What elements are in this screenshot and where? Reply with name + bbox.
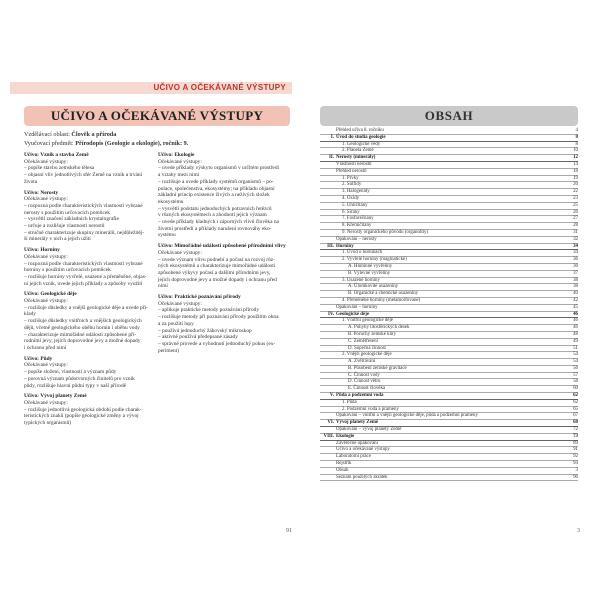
toc-entry xyxy=(320,230,578,237)
curriculum-section xyxy=(158,152,286,239)
toc-entry-page: 46 xyxy=(573,311,578,317)
toc-entry xyxy=(320,128,578,135)
section-line: – rozlišuje důsledky vnitřních a vnějších geologických xyxy=(24,318,142,325)
toc-entry xyxy=(320,346,578,353)
toc-entry xyxy=(320,332,578,339)
toc-entry xyxy=(320,169,578,176)
section-line: – rozlišuje horniny vyvřelé, usazené a přeměněné, objas- xyxy=(24,273,147,280)
toc-entry xyxy=(320,468,578,475)
section-line: – určuje a rozlišuje vlastnosti nerostů xyxy=(24,223,105,230)
toc-entry-page: 31 xyxy=(573,229,578,235)
toc-title: OBSAH xyxy=(424,108,474,123)
section-line: – používá jednoduchý žákovský mikroskop xyxy=(158,327,252,334)
toc-entry-page: 32 xyxy=(573,236,578,242)
toc-entry xyxy=(320,196,578,203)
curriculum-section xyxy=(24,393,152,427)
section-line: klady xyxy=(24,311,36,318)
toc-entry xyxy=(320,400,578,407)
section-line: Očekávané výstupy: xyxy=(24,158,68,165)
toc-entry xyxy=(320,237,578,244)
toc-entry xyxy=(320,318,578,325)
toc-entry-number: VIII. xyxy=(323,433,334,439)
area-value: Člověk a příroda xyxy=(71,131,117,138)
table-of-contents xyxy=(320,128,578,481)
toc-entry-page: 89 xyxy=(573,440,578,446)
toc-entry-page: 72 xyxy=(573,427,578,433)
toc-entry-page: 46 xyxy=(573,318,578,324)
toc-entry xyxy=(320,155,578,162)
curriculum-section xyxy=(158,243,286,290)
toc-entry-title: Opakování – nerosty xyxy=(336,236,377,242)
section-line: – uvede význam vlivu podnebí a počasí na rozvoj růz- xyxy=(158,256,275,263)
toc-entry-page: 28 xyxy=(573,223,578,229)
toc-entry-title: B. Poruchy zemské kůry xyxy=(348,331,397,337)
toc-entry xyxy=(320,339,578,346)
section-line: a vztahy mezi nimi xyxy=(158,172,200,179)
toc-entry-page: 67 xyxy=(573,413,578,419)
toc-entry-page: 36 xyxy=(573,257,578,263)
toc-entry-page: 4 xyxy=(575,128,578,133)
toc-entry-page: 96 xyxy=(573,474,578,480)
toc-entry-title: 3. Halogenidy xyxy=(342,189,370,195)
section-line: – popíše složení, vlastnosti a význam půdy xyxy=(24,369,117,376)
toc-entry xyxy=(320,257,578,264)
toc-entry-page: 8 xyxy=(575,134,578,140)
title-banner xyxy=(24,106,290,126)
toc-entry-title: B. Působení zemské gravitace xyxy=(348,365,407,371)
toc-entry-page: 10 xyxy=(573,148,578,154)
toc-entry-title: 1. Půda xyxy=(342,399,357,405)
toc-entry-title: 1. Geologické vědy xyxy=(342,141,381,147)
section-line: nerosty s použitím určovacích pomůcek xyxy=(24,209,110,216)
toc-entry-title: A. Úlomkovité usazeniny xyxy=(348,284,399,290)
toc-entry-title: Obsah xyxy=(336,467,349,473)
toc-entry-page: 58 xyxy=(573,379,578,385)
toc-entry-page: 36 xyxy=(573,263,578,269)
toc-entry-title: Opakování – vývoj planety Země xyxy=(336,427,402,433)
section-line: životní prostředí a příklady narušení rovnováhy eko- xyxy=(158,225,272,232)
toc-entry-number: III. xyxy=(327,243,334,249)
toc-entry xyxy=(320,352,578,359)
toc-entry-title: A. Hlubinné vyvřeliny xyxy=(348,263,393,269)
section-title: Učivo: Půdy xyxy=(24,355,53,362)
section-line: – vysvětlí podstatu jednoduchých potravních řetězců xyxy=(158,205,272,212)
toc-entry-title: 2. Vnější geologické děje xyxy=(342,352,392,358)
toc-entry-title: Geologické děje xyxy=(336,311,370,317)
toc-entry-title: Úvod do studia geologie xyxy=(336,134,386,140)
toc-entry-title: D. Činnost větru xyxy=(348,379,381,385)
toc-entry-title: 5. Uhličitany xyxy=(342,202,368,208)
toc-entry xyxy=(320,162,578,169)
section-line: horniny s použitím určovacích pomůcek xyxy=(24,267,111,274)
toc-entry xyxy=(320,148,578,155)
section-line: – vysvětlí značení základních krystalografie xyxy=(24,216,119,223)
toc-entry-title: 2. Planeta Země xyxy=(342,148,374,154)
toc-entry xyxy=(320,441,578,448)
section-line: nimi xyxy=(158,283,168,290)
toc-entry-title: 8. Křemičitany xyxy=(342,223,372,229)
toc-entry-title: B. Organické a chemické usazeniny xyxy=(348,291,419,297)
section-line: – rozpozná podle charakteristických vlastností vybrané xyxy=(24,202,143,209)
section-line: ní jejich vznik, uvede jejich příklady a způsoby využití xyxy=(24,280,143,287)
section-line: dějů, včetně geologického oběhu hornin i oběhu vody xyxy=(24,324,140,331)
toc-entry xyxy=(320,359,578,366)
curriculum-section xyxy=(158,294,286,354)
toc-entry-page: 94 xyxy=(573,461,578,467)
toc-entry-page: 62 xyxy=(573,399,578,405)
section-line: i ochranu před nimi xyxy=(24,344,67,351)
toc-entry-title: 7. Fosforečnany xyxy=(342,216,374,222)
toc-entry-title: 2. Sulfidy xyxy=(342,182,362,188)
toc-entry-page: 62 xyxy=(573,393,578,399)
toc-entry-title: E. Činnost člověka xyxy=(348,386,386,392)
toc-entry xyxy=(320,250,578,257)
toc-entry xyxy=(320,189,578,196)
section-title: Učivo: Mimořádné události způsobené přírodními vlivy xyxy=(158,243,286,250)
toc-entry-page: 65 xyxy=(573,406,578,412)
curriculum-section xyxy=(24,356,152,390)
toc-title-banner xyxy=(320,106,578,126)
section-line: způsobené výkyvy počasí a dalšími přírodními jevy, xyxy=(158,269,271,276)
toc-entry xyxy=(320,142,578,149)
section-line: – rozlišuje metody při poznávání přírody použitím okna xyxy=(158,314,279,321)
toc-entry-page: 48 xyxy=(573,331,578,337)
toc-entry-page: 68 xyxy=(573,420,578,426)
toc-entry-page: 38 xyxy=(573,277,578,283)
toc-entry xyxy=(320,325,578,332)
toc-entry xyxy=(320,135,578,142)
toc-entry-page: 54 xyxy=(573,359,578,365)
header-bar xyxy=(10,82,292,94)
section-line: rodními jevy, jejich doprovodné jevy a možné dopady xyxy=(24,338,141,345)
toc-entry xyxy=(320,447,578,454)
toc-entry xyxy=(320,420,578,427)
toc-entry xyxy=(320,284,578,291)
toc-entry-page: 26 xyxy=(573,209,578,215)
toc-entry-page: 45 xyxy=(573,304,578,310)
toc-entry-title: A. Zvětrávání xyxy=(348,359,376,365)
section-line: v různých ekosystémech a zhodnotí jejich význam xyxy=(158,212,267,219)
toc-entry xyxy=(320,434,578,441)
section-title: Učivo: Nerosty xyxy=(24,189,59,196)
toc-entry xyxy=(320,298,578,305)
toc-entry-title: 2. Vyvřelé horniny (magmatické) xyxy=(342,257,407,263)
section-line: – objasní vliv jednotlivých sfér Země na vznik a trvání xyxy=(24,172,143,179)
section-line: půdy, rozlišuje hlavní půdní typy v naší přírodě xyxy=(24,382,127,389)
toc-entry-page: 46 xyxy=(573,325,578,331)
left-page xyxy=(10,82,292,540)
section-line: – uvede příklady kladných i záporných vlivů člověka na xyxy=(158,219,279,226)
toc-entry-title: 2. Podzemní voda a prameny xyxy=(342,406,399,412)
toc-entry-title: Horniny xyxy=(336,243,354,249)
toc-entry-page: 73 xyxy=(573,433,578,439)
toc-entry-page: 40 xyxy=(573,291,578,297)
toc-entry-page: 54 xyxy=(573,352,578,358)
section-line: života xyxy=(24,178,38,185)
toc-entry-title: Závěrečné opakování xyxy=(336,440,378,446)
section-line: – aktivně používá předepsané zásady xyxy=(158,334,238,341)
section-line: typických organismů) xyxy=(24,420,72,427)
curriculum-section xyxy=(24,247,152,287)
toc-entry-page: 23 xyxy=(573,195,578,201)
toc-entry-page: 56 xyxy=(573,365,578,371)
toc-entry-page: 42 xyxy=(573,297,578,303)
toc-entry-page: 57 xyxy=(573,372,578,378)
section-line: Očekávané výstupy: xyxy=(24,253,68,260)
toc-entry-title: 4. Oxidy xyxy=(342,195,360,201)
toc-entry-title: Vlastnosti nerostů xyxy=(336,161,372,167)
section-line: systému xyxy=(158,232,176,239)
toc-entry-number: II. xyxy=(328,155,334,161)
toc-entry xyxy=(320,264,578,271)
page-number: 3 xyxy=(577,528,580,534)
toc-entry xyxy=(320,366,578,373)
toc-entry-page: 25 xyxy=(573,202,578,208)
section-title: Učivo: Vývoj planety Země xyxy=(24,393,87,400)
section-line: jejich doprovodné jevy a možné dopady i ochranu před xyxy=(158,276,277,283)
section-line: Očekávané výstupy: xyxy=(24,196,68,203)
running-header: UČIVO A OČEKÁVANÉ VÝSTUPY xyxy=(153,83,286,92)
section-title: Učivo: Praktické poznávání přírody xyxy=(158,294,241,301)
toc-entry-title: Opakování – vnitřní a vnější geologické děje, půda a podzemní prameny xyxy=(336,413,478,419)
toc-entry-page: 8 xyxy=(575,141,578,147)
toc-entry xyxy=(320,475,578,482)
toc-entry-page: 27 xyxy=(573,216,578,222)
section-line: a za použití lupy xyxy=(158,320,194,327)
section-title: Učivo: Horniny xyxy=(24,247,60,254)
toc-entry-title: Přehled nerostů xyxy=(336,168,367,174)
toc-entry-page: 60 xyxy=(573,386,578,392)
toc-entry-page: 19 xyxy=(573,175,578,181)
toc-entry-title: B. Výlevné vyvřeliny xyxy=(348,270,391,276)
subject-value: Přírodopis (Geologie a ekologie), ročník: 9. xyxy=(75,140,189,147)
toc-entry xyxy=(320,271,578,278)
toc-entry xyxy=(320,182,578,189)
toc-entry-title: A. Pohyby litosférických desek xyxy=(348,325,410,331)
toc-entry-number: VI. xyxy=(327,420,334,426)
section-line: – správně provede a vyhodnotí jednoduchý pokus (ex- xyxy=(158,340,276,347)
column-right xyxy=(158,152,286,354)
toc-entry-page: 34 xyxy=(573,250,578,256)
toc-entry-page: 20 xyxy=(573,182,578,188)
subject-line xyxy=(24,140,188,147)
area-line xyxy=(24,131,116,138)
toc-entry-title: 9. Nerosty organického původu (organolity) xyxy=(342,229,429,235)
subject-label: Vyučovací předmět: xyxy=(24,140,74,147)
toc-entry xyxy=(320,427,578,434)
toc-entry-title: Opakování – horniny xyxy=(336,304,378,310)
section-line: ekosystému xyxy=(158,198,184,205)
toc-entry-page: 38 xyxy=(573,284,578,290)
curriculum-section xyxy=(24,190,152,244)
column-left xyxy=(24,152,152,427)
toc-entry-title: Laboratorní práce xyxy=(336,454,371,460)
toc-entry-title: Učivo a očekávané výstupy xyxy=(336,447,390,453)
toc-entry-page: 3 xyxy=(575,467,578,473)
toc-entry xyxy=(320,176,578,183)
section-title: Učivo: Vznik a stavba Země xyxy=(24,152,89,158)
section-line: Očekávané výstupy: xyxy=(24,362,68,369)
section-line: základní princip existence živých a neživých složek xyxy=(158,192,270,199)
toc-entry-page: 92 xyxy=(573,454,578,460)
toc-entry-title: Seznam použitých zkratek xyxy=(336,474,388,480)
toc-entry xyxy=(320,413,578,420)
section-line: – uvede příklady výskytu organismů v určitém prostředí xyxy=(158,165,280,172)
toc-entry xyxy=(320,291,578,298)
toc-entry-page: 12 xyxy=(573,155,578,161)
toc-entry-title: 1. Prvky xyxy=(342,175,359,181)
area-label: Vzdělávací oblast: xyxy=(24,131,70,138)
toc-entry-title: 3. Usazené horniny xyxy=(342,277,380,283)
toc-entry xyxy=(320,210,578,217)
toc-entry-page: 91 xyxy=(573,447,578,453)
toc-entry-title: Nerosty (minerály) xyxy=(336,155,376,161)
curriculum-section xyxy=(24,291,152,351)
section-line: teristických znaků (popíše geologické změny a vývoj xyxy=(24,413,139,420)
toc-entry xyxy=(320,216,578,223)
toc-entry-title: 6. Sírany xyxy=(342,209,360,215)
section-line: Očekávané výstupy: xyxy=(158,158,202,165)
section-line: ší minerály v nich a jejich užití xyxy=(24,236,91,243)
toc-entry-title: 1. Úvod o horninách xyxy=(342,250,383,256)
section-line: ných ekosystémů a charakterizuje mimořádné události xyxy=(158,263,276,270)
toc-entry-page: 37 xyxy=(573,270,578,276)
toc-entry-title: 1. Vnitřní geologické děje xyxy=(342,318,393,324)
section-line: pulace, společenstva, ekosystémy; na příkladu objasní xyxy=(158,185,275,192)
toc-entry-title: 4. Přeměněné horniny (metamorfované) xyxy=(342,297,421,303)
toc-entry-title: Půda a podzemní voda xyxy=(336,393,384,399)
section-line: – rozlišuje důsledky a vnější geologické děje a uvede pří- xyxy=(24,304,148,311)
section-line: – porovná význam půdotvorných činitelů pro vznik xyxy=(24,375,135,382)
toc-entry-page: 22 xyxy=(573,189,578,195)
section-line: – rozlišuje a uvede příklady systémů organismů – po- xyxy=(158,178,274,185)
toc-entry xyxy=(320,454,578,461)
toc-entry-number: IV. xyxy=(327,311,334,317)
section-title: Učivo: Geologické děje xyxy=(24,291,77,298)
section-line: – popíše stavbu zemského tělesa xyxy=(24,165,95,172)
section-title: Učivo: Ekologie xyxy=(158,152,195,158)
toc-entry xyxy=(320,203,578,210)
section-line: – stručně charakterizuje skupiny minerálů, nejdůležitěj- xyxy=(24,229,145,236)
toc-entry-page: 14 xyxy=(573,161,578,167)
toc-entry xyxy=(320,305,578,312)
toc-entry-page: 18 xyxy=(573,168,578,174)
toc-entry-title: Přehled učiva 8. ročníku xyxy=(336,128,384,133)
right-page xyxy=(308,82,590,540)
section-line: – rozlišuje jednotlivá geologická období podle charak- xyxy=(24,406,142,413)
section-line: – aplikuje praktické metody poznávání přírody xyxy=(158,307,260,314)
section-line: periment) xyxy=(158,347,179,354)
toc-entry-page: 49 xyxy=(573,338,578,344)
toc-entry-title: C. Činnost vody xyxy=(348,372,380,378)
toc-entry xyxy=(320,223,578,230)
section-line: Očekávané výstupy: xyxy=(158,249,202,256)
curriculum-section xyxy=(24,152,152,186)
section-line: Očekávané výstupy: xyxy=(24,298,68,305)
toc-entry-title: Vývoj planety Země xyxy=(336,420,379,426)
toc-entry xyxy=(320,393,578,400)
toc-entry-title: C. Zemětřesení xyxy=(348,338,378,344)
toc-entry-page: 34 xyxy=(573,243,578,249)
toc-entry xyxy=(320,312,578,319)
section-line: Očekávané výstupy: xyxy=(24,399,68,406)
section-line: Očekávané výstupy: xyxy=(158,300,202,307)
toc-entry-page: 51 xyxy=(573,345,578,351)
section-line: – rozpozná podle charakteristických vlastností vybrané xyxy=(24,260,143,267)
toc-entry-number: V. xyxy=(329,393,334,399)
toc-entry-title: D. Sopečná činnost xyxy=(348,345,386,351)
toc-entry-title: Ekologie xyxy=(336,433,355,439)
page-number: 91 xyxy=(286,528,292,534)
toc-entry xyxy=(320,461,578,468)
section-line: – charakterizuje mimořádné události způsobené pří- xyxy=(24,331,137,338)
page-title: UČIVO A OČEKÁVANÉ VÝSTUPY xyxy=(50,108,264,123)
toc-entry-number: I. xyxy=(330,134,334,140)
toc-entry-title: Rejstřík xyxy=(336,461,352,467)
